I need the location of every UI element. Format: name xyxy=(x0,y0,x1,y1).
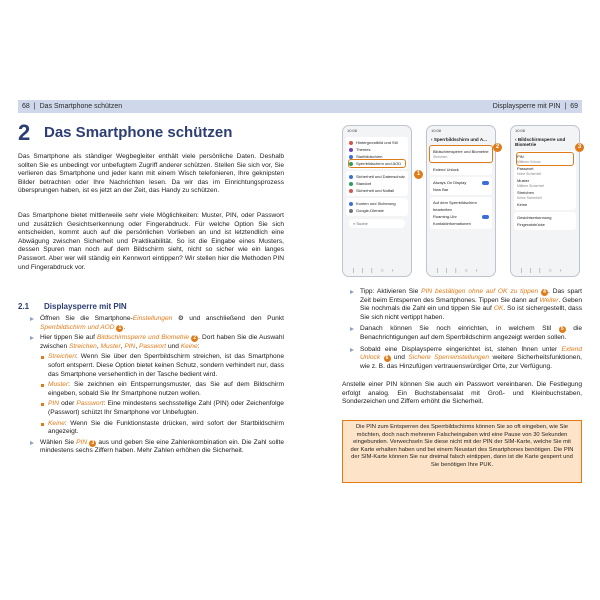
lock-type-card xyxy=(514,151,576,210)
highlight-term: Sichere Sperreinstellungen xyxy=(408,354,490,362)
highlight-term: Extend Unlock xyxy=(360,345,582,362)
step-text: und xyxy=(390,354,409,362)
step-text: Öffnen Sie die Smartphone- xyxy=(40,315,133,322)
step-text: . Dort haben Sie die Auswahl zwischen xyxy=(40,334,284,350)
settings-card xyxy=(430,177,492,195)
item-label: Streichen xyxy=(517,190,534,195)
info-box-text: Die PIN zum Entsperren des Sperrbildschirms können Sie so oft eingeben, wie Sie möchten, doch nach mehreren Falscheingaben wird eine Pause von 30 Sekunden eingebunden. Verwechseln Sie diese nicht mit der PIN der SIM-Karte, welche Sie mit der Karte erhalten haben und bei einem Neustart des Smartphones benötigen. Die PIN der SIM-Karte können Sie nur dreimal falsch eintippen, dann ist die Karte gesperrt und Sie benötigen Ihre PUK. xyxy=(350,424,574,468)
lock-option-pattern[interactable] xyxy=(517,177,573,189)
emergency-icon xyxy=(349,189,353,193)
step-text: : xyxy=(197,342,200,350)
item-sub: Keine Sicherheit xyxy=(517,196,542,200)
recents-icon[interactable]: ||| xyxy=(436,268,465,274)
item-row xyxy=(433,148,489,155)
step-6 xyxy=(360,346,582,372)
shield-icon xyxy=(349,175,353,179)
highlight-term: Muster xyxy=(100,342,121,350)
callout-badge: 5 xyxy=(559,326,566,333)
item-label: Passwort xyxy=(517,166,534,171)
step-text: , xyxy=(96,342,101,350)
settings-item[interactable] xyxy=(433,220,489,227)
search-field[interactable]: ⌕ Suche xyxy=(349,219,405,228)
recents-icon[interactable]: ||| xyxy=(520,268,549,274)
item-sub: Streichen xyxy=(433,155,448,159)
callout-badge: 2 xyxy=(191,335,198,342)
phone-screenshot-settings xyxy=(342,125,412,277)
item-sub: Hohe Sicherheit xyxy=(517,172,542,176)
gear-icon: ⚙ xyxy=(177,315,184,322)
phone-screenshot-screenlock xyxy=(510,125,580,277)
callout-badge: 3 xyxy=(89,440,96,447)
settings-card xyxy=(430,197,492,229)
step-text: und anschließend den Punkt xyxy=(183,315,284,322)
step-text: . xyxy=(123,323,126,331)
settings-card-2 xyxy=(346,171,408,196)
settings-item[interactable] xyxy=(349,146,405,153)
home-button-icon[interactable]: ○ xyxy=(380,268,392,274)
item-label: Startbildschirm xyxy=(356,154,383,159)
wallpaper-icon xyxy=(349,141,353,145)
status-bar: 10:08 xyxy=(515,128,526,133)
phone-screenshot-lockscreen xyxy=(426,125,496,277)
home-button-icon[interactable]: ○ xyxy=(548,268,560,274)
right-page-number: 69 xyxy=(570,103,578,110)
item-label: Hintergrundbild und Stil xyxy=(356,140,398,145)
step-5 xyxy=(360,325,582,342)
bullet-text: oder xyxy=(59,400,77,408)
callout-badge: 3 xyxy=(575,143,584,152)
item-label: Keine xyxy=(517,202,528,207)
callout-badge: 2 xyxy=(493,143,502,152)
step-text: weitere Sicherheitsfunktionen, wie z. B. das Hinzufügen vertrauenswürdiger Orte, zur Verfügung. xyxy=(360,354,582,370)
item-row xyxy=(517,201,573,208)
highlight-term: Streichen xyxy=(68,342,97,350)
step-text: . So ist sichergestellt, dass Sie sich nicht vertippt haben. xyxy=(360,305,582,321)
right-steps-list xyxy=(360,288,582,374)
settings-item[interactable] xyxy=(433,213,489,220)
item-label: Kontaktinformationen xyxy=(433,221,471,226)
settings-card xyxy=(430,164,492,175)
item-label: Muster xyxy=(517,178,530,183)
step-text: Tipp: Aktivieren Sie xyxy=(360,288,422,295)
step-text: Wählen Sie xyxy=(40,438,77,446)
item-label: Sicherheit und Notfall xyxy=(356,188,395,193)
lock-option-password[interactable] xyxy=(517,165,573,177)
step-text: und xyxy=(166,342,181,350)
nav-bar xyxy=(343,268,411,274)
bullet-text: : Wenn Sie über den Sperrbildschirm streichen, ist das Smartphone sofort entsperrt. Diese Option bietet keinen Schutz, sondern verhindert nur, dass das Smartphone versehentlich in der Tasche bedient wird. xyxy=(48,353,284,378)
highlight-term: Passwort xyxy=(76,400,104,408)
google-icon xyxy=(349,209,353,213)
highlight-term: Muster xyxy=(48,381,69,389)
highlight-term: PIN bestätigen ohne auf OK zu tippen xyxy=(421,288,539,295)
settings-card-3 xyxy=(346,198,408,216)
screen-title: ‹ Sperrbildschirm und A... xyxy=(431,137,487,142)
lock-option-swipe[interactable] xyxy=(517,189,573,201)
highlight-term: PIN xyxy=(76,438,88,446)
step-text: Sobald eine Displaysperre eingerichtet ist, stehen Ihnen unter xyxy=(360,345,562,353)
item-label: Always On Display xyxy=(433,180,467,185)
left-header: 68 | Das Smartphone schützen xyxy=(18,100,300,113)
status-bar: 10:08 xyxy=(431,128,442,133)
screen-title: ‹ Bildschirmsperre und Biometrie xyxy=(515,137,566,147)
settings-item-lockscreen[interactable] xyxy=(349,160,405,167)
item-label: Sicherheit und Datenschutz xyxy=(356,174,405,179)
highlight-term: Streichen xyxy=(48,353,76,361)
step-1 xyxy=(40,315,284,332)
right-page xyxy=(300,0,600,600)
search-label: Suche xyxy=(356,221,368,226)
step-text: . Das spart Zeit beim Entsperren des Smartphones. Tippen Sie dann auf xyxy=(360,288,583,304)
left-running-title: Das Smartphone schützen xyxy=(39,103,123,110)
item-row xyxy=(517,153,573,160)
chapter-title: Das Smartphone schützen xyxy=(44,124,233,141)
highlight-term: PIN xyxy=(48,400,59,408)
bullet-text: : Wenn Sie die Funktionstaste drücken, wird sofort der Startbildschirm angezeigt. xyxy=(48,419,284,436)
intro-paragraph-1: Das Smartphone als ständiger Wegbegleiter enthält viele persönliche Daten. Deshalb sollten Sie es unbedingt vor unbefugtem Zugriff anderer schützen. Stellen Sie sich vor, Sie verlieren das Smartphone und jeder kann mit einem Wisch telefonieren, Ihre geknipsten Bilder betrachten oder Ihre Nachrichten lesen. Da wir das im Einrichtungsprozess übersprungen haben, ist es jetzt an der Zeit, das Handy zu schützen. xyxy=(18,153,284,195)
section-title: Displaysperre mit PIN xyxy=(44,302,127,311)
lock-option-none[interactable] xyxy=(517,201,573,208)
item-row xyxy=(517,177,573,184)
section-heading xyxy=(18,302,127,311)
highlight-term: Sperrbildschirm und AOD xyxy=(40,323,115,331)
settings-item[interactable] xyxy=(349,207,405,214)
step-4 xyxy=(360,288,582,322)
bullet-text: : Eine mindestens sechsstellige Zahl (PIN) oder Zeichenfolge (Passwort) schützt Ihr Smartphone vor Unbefugten. xyxy=(48,400,284,416)
settings-item[interactable] xyxy=(349,187,405,194)
step-text: Hier tippen Sie auf xyxy=(40,334,97,342)
location-icon xyxy=(349,182,353,186)
nav-bar xyxy=(427,268,495,274)
chapter-heading xyxy=(18,120,232,146)
password-paragraph: Anstelle einer PIN können Sie auch ein Passwort vereinbaren. Die Festlegung erfolgt analog. Ein Buchstabensalat mit Groß- und Kleinbuchstaben, Sonderzeichen und Ziffern erhöht die Sicherheit. xyxy=(342,381,582,406)
bullet-keine xyxy=(48,420,284,437)
item-label: Gesichtserkennung xyxy=(517,215,552,220)
step-text: Danach können Sie noch einrichten, in welchem Stil xyxy=(360,325,559,333)
step-text: die Benachrichtigungen auf dem Sperrbildschirm angezeigt werden sollen. xyxy=(360,325,582,341)
themes-icon xyxy=(349,148,353,152)
settings-item-biometrics[interactable] xyxy=(430,146,492,162)
settings-item[interactable] xyxy=(433,179,489,186)
item-label: Themes xyxy=(356,147,371,152)
biometrics-card xyxy=(514,212,576,230)
item-sub: Mittlere Sicherheit xyxy=(517,184,545,188)
callout-badge: 1 xyxy=(414,170,423,179)
highlight-term: Keine xyxy=(48,419,65,427)
bullet-muster xyxy=(48,381,284,398)
item-label: Bildschirmsperre und Biometrie xyxy=(433,149,489,154)
step-3 xyxy=(40,439,284,456)
highlight-term: PIN xyxy=(124,342,136,350)
status-bar: 10:08 xyxy=(347,128,358,133)
info-box xyxy=(342,420,582,483)
settings-card-1 xyxy=(346,137,408,169)
settings-item[interactable] xyxy=(517,221,573,228)
nav-bar xyxy=(511,268,579,274)
settings-item[interactable] xyxy=(433,186,489,193)
highlight-term: Weiter xyxy=(539,296,559,304)
highlight-term: Einstellungen xyxy=(132,315,173,322)
home-icon xyxy=(349,155,353,159)
bullet-text: : Sie zeichnen ein Entsperrungsmuster, das Sie auf dem Bildschirm eingeben, sobald Sie Ihr Smartphone nutzen wollen. xyxy=(48,381,284,397)
chapter-number: 2 xyxy=(18,120,31,145)
highlight-term: Bildschirmsperre und Biometrie xyxy=(97,334,190,342)
intro-paragraph-2: Das Smartphone bietet mittlerweile sehr viele Möglichkeiten: Muster, PIN, oder Passwort und zusätzlich Gesichtserkennung oder Fingerabdruck. Für welche Option Sie sich entscheiden, kommt auch auf die persönlichen Vorlieben an und ist letztendlich eine Abwägung zwischen Sicherheit und Praktikabilität. So ist die Eingabe eines Musters, dessen Spuren man noch auf dem Bildschirm sieht, nicht so sicher wie ein langes Passwort. Aber wer will ständig ein Kennwort eintippen? Wir stellen hier die Methoden PIN und Fingerabdruck vor. xyxy=(18,212,284,271)
callout-badge: 1 xyxy=(116,325,123,332)
steps-list xyxy=(40,315,284,458)
item-row xyxy=(517,165,573,172)
callout-badge: 6 xyxy=(384,355,391,362)
settings-item[interactable] xyxy=(433,166,489,173)
settings-item[interactable] xyxy=(349,173,405,180)
step-text: , xyxy=(120,342,125,350)
settings-item[interactable] xyxy=(349,180,405,187)
step-2 xyxy=(40,334,284,351)
accounts-icon xyxy=(349,202,353,206)
settings-item[interactable] xyxy=(349,153,405,160)
left-page-number: 68 xyxy=(22,103,30,110)
item-label: Now Bar xyxy=(433,187,449,192)
item-label: Sperrbildschirm und AOD xyxy=(356,161,402,166)
item-row xyxy=(517,189,573,196)
right-header: Displaysperre mit PIN | 69 xyxy=(300,100,582,113)
toggle-switch[interactable] xyxy=(482,181,489,185)
step-text: aus und geben Sie eine Zahlenkombination ein. Die Zahl sollte mindestens sechs Ziffern haben. Mehr Zahlen erhöhen die Sicherheit. xyxy=(40,438,284,455)
home-button-icon[interactable]: ○ xyxy=(464,268,476,274)
step-text: , xyxy=(135,342,139,350)
highlight-term: OK xyxy=(493,305,504,313)
item-label: Standort xyxy=(356,181,372,186)
item-label: PIN xyxy=(517,154,524,159)
lock-option-pin[interactable] xyxy=(517,153,573,165)
item-label: Konten und Sicherung xyxy=(356,201,396,206)
toggle-switch[interactable] xyxy=(482,215,489,219)
item-label: Auf dem Sperrbildschirm bearbeiten xyxy=(433,200,477,212)
step-text: . Geben Sie nochmals die Zahl ein und tippen Sie auf xyxy=(360,296,582,313)
lock-icon xyxy=(349,162,353,166)
section-number: 2.1 xyxy=(18,302,30,311)
settings-item[interactable] xyxy=(349,139,405,146)
highlight-term: Keine xyxy=(180,342,198,350)
settings-item[interactable] xyxy=(349,200,405,207)
back-icon[interactable]: ‹ xyxy=(559,268,570,274)
bullet-pin-passwort xyxy=(48,400,284,417)
screen-title-text: Sperrbildschirm und A... xyxy=(433,137,487,142)
item-label: Fingerabdrücke xyxy=(517,222,545,227)
back-icon[interactable]: ‹ xyxy=(475,268,486,274)
settings-item[interactable] xyxy=(517,214,573,221)
settings-item[interactable] xyxy=(433,199,489,213)
right-running-title: Displaysperre mit PIN xyxy=(492,103,561,110)
item-sub: Mittlerer Schutz xyxy=(517,160,541,164)
recents-icon[interactable]: ||| xyxy=(352,268,381,274)
callout-badge: 4 xyxy=(541,289,548,296)
item-label: Roaming-Uhr xyxy=(433,214,457,219)
item-label: Google-Dienste xyxy=(356,208,384,213)
highlight-term: Passwort xyxy=(138,342,167,350)
bullet-streichen xyxy=(48,353,284,379)
back-icon[interactable]: ‹ xyxy=(391,268,402,274)
item-label: Extend Unlock xyxy=(433,167,459,172)
screen-title-text: Bildschirmsperre und Biometrie xyxy=(515,137,566,147)
